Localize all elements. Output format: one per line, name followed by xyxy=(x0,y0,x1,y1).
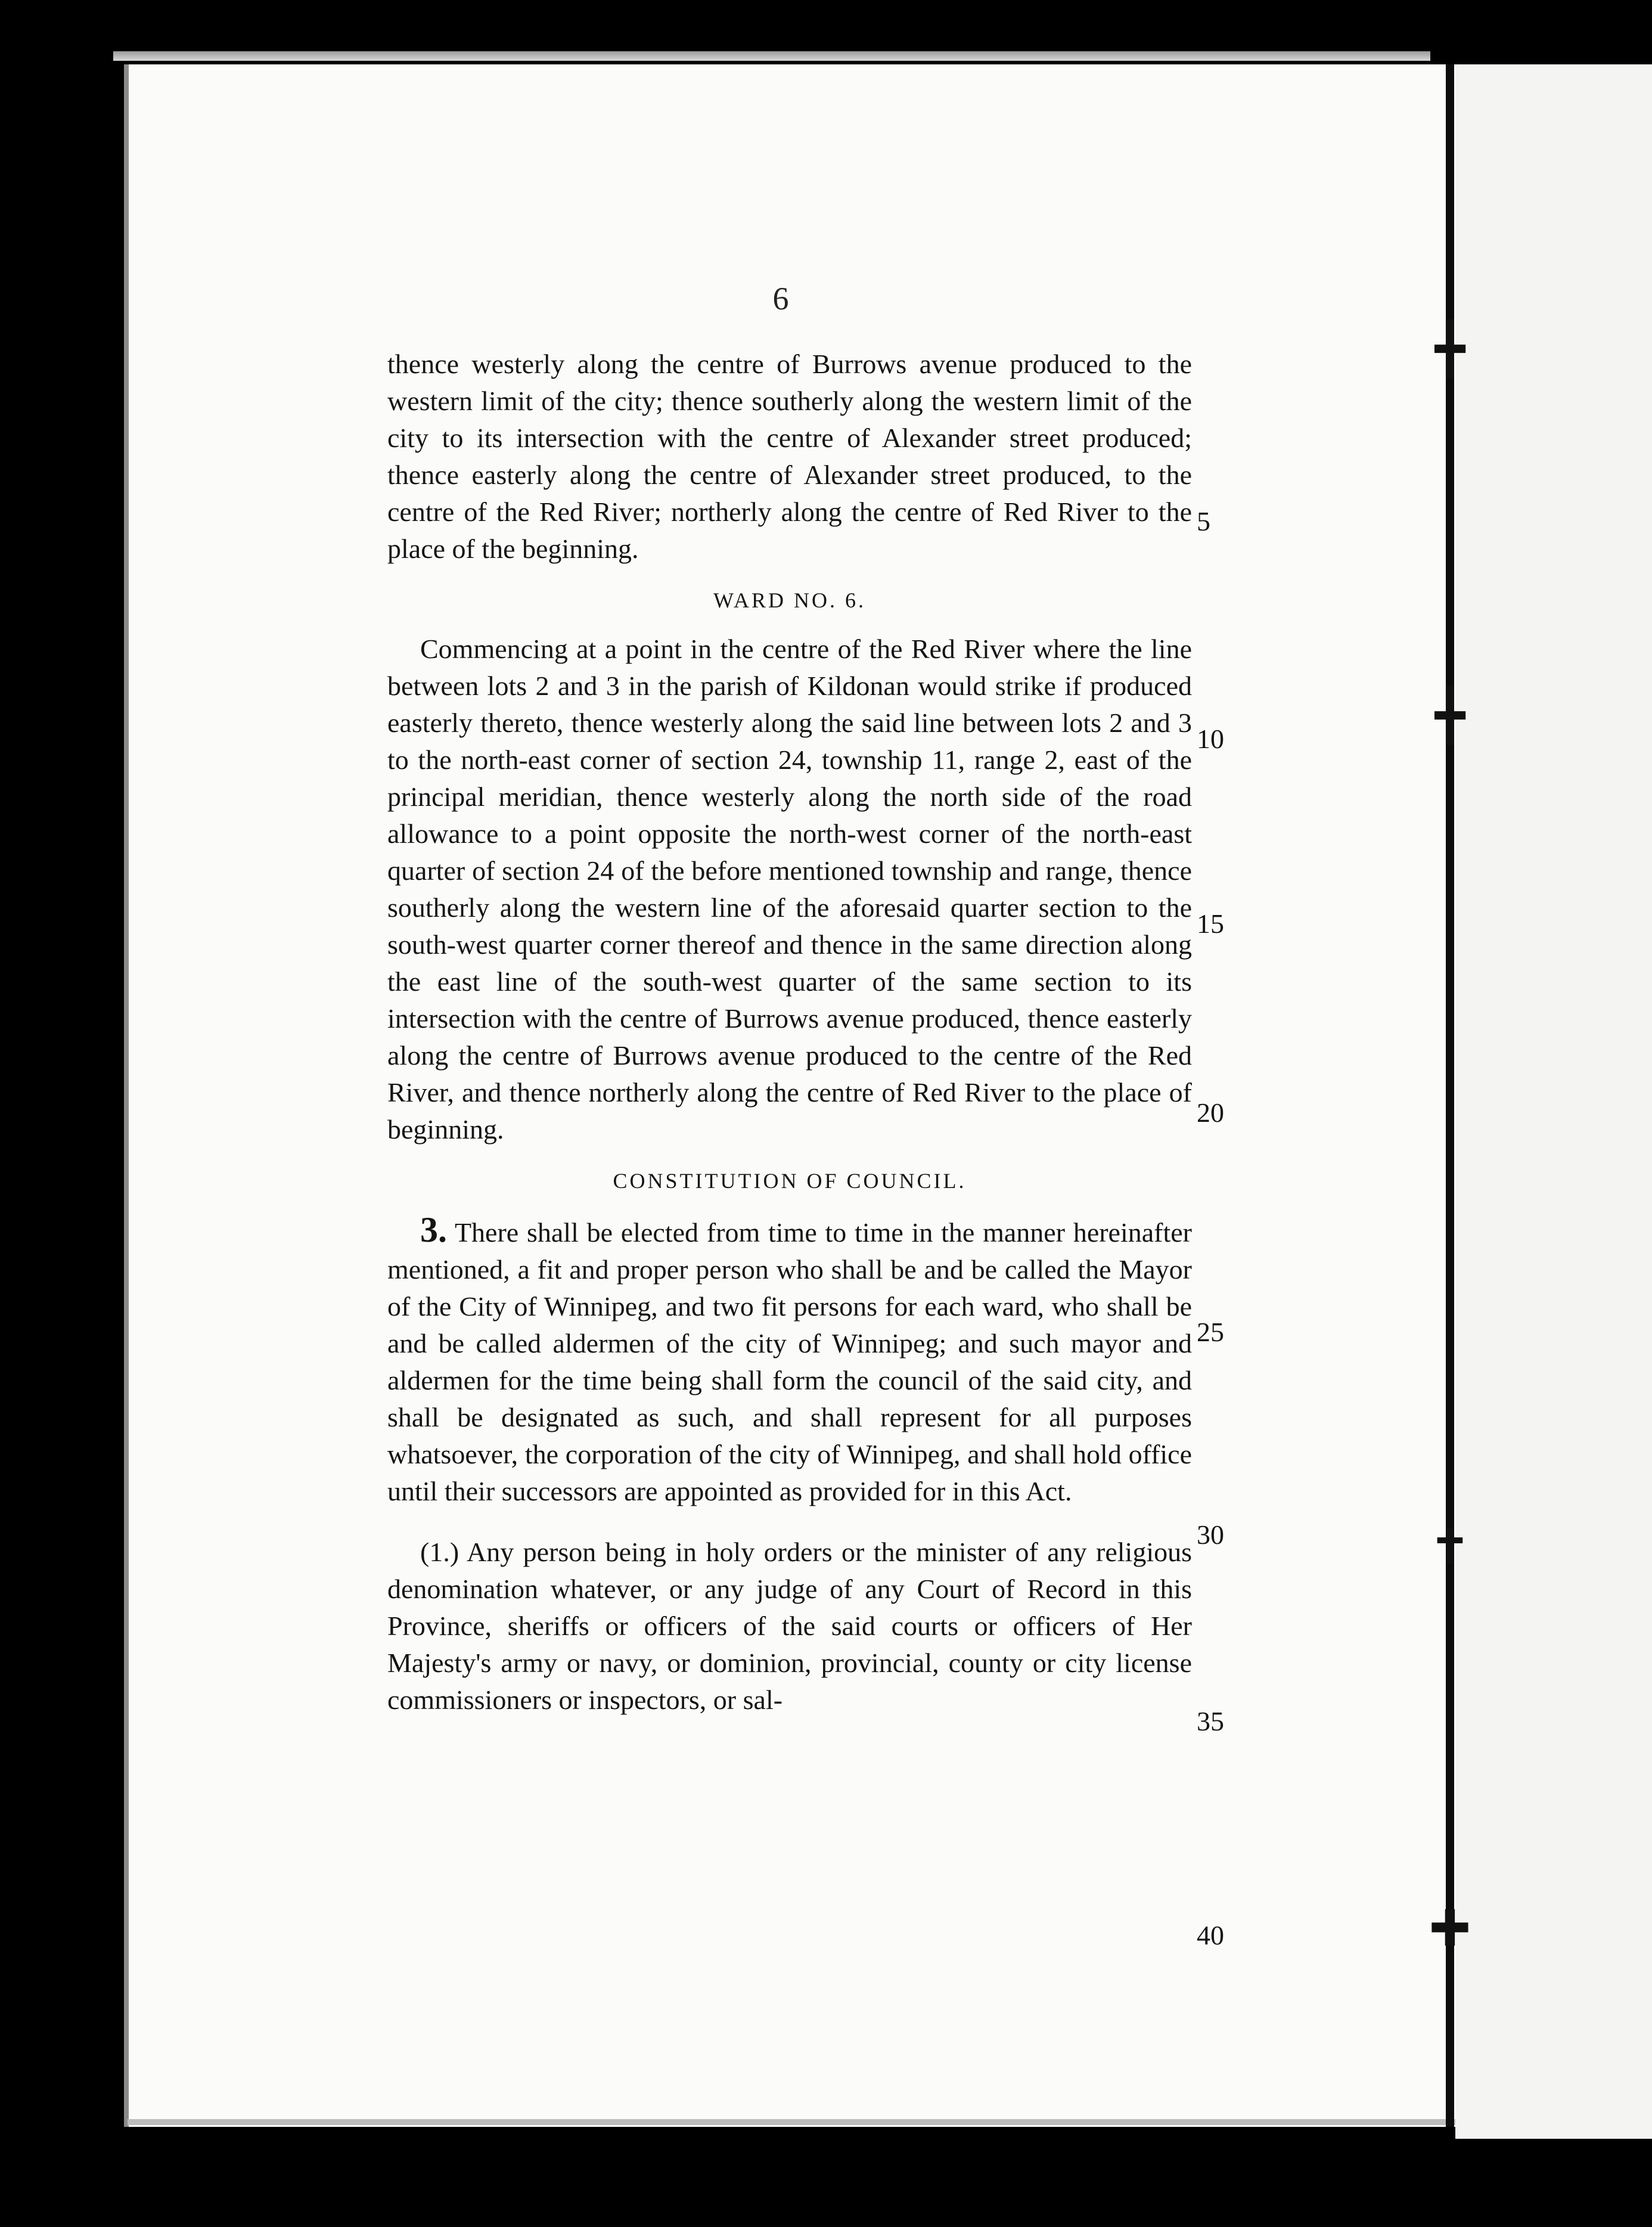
section-paragraph xyxy=(387,1211,1192,1510)
section-text: There shall be elected from time to time in the manner hereinafter mentioned, a fit and proper person who shall be and be called the Mayor of the City of Winnipeg, and two fit persons for each ward, who shall be and be called aldermen of the city of Winnipeg; and such mayor and aldermen for the time being shall form the council of the said city, and shall be designated as such, and shall represent for all purposes whatsoever, the corporation of the city of Winnipeg, and shall hold office until their successors are appointed as provided for in this Act. xyxy=(387,1217,1192,1506)
line-number: 20 xyxy=(1197,1097,1224,1128)
page-top-edge xyxy=(113,51,1430,61)
facing-page-sliver xyxy=(1455,64,1652,2139)
section-number: 3. xyxy=(420,1210,447,1249)
ward-heading: WARD NO. 6. xyxy=(713,588,866,612)
council-heading: CONSTITUTION OF COUNCIL. xyxy=(613,1169,967,1193)
line-number: 40 xyxy=(1197,1920,1224,1950)
line-number: 35 xyxy=(1197,1706,1224,1736)
subsection-paragraph: (1.) Any person being in holy orders or the minister of any religious denomination whatever, or any judge of any Court of Record in this Province, sheriffs or officers of the said courts or officers of Her Majesty's army or navy, or dominion, provincial, county or city license commissioners or inspectors, or sal- xyxy=(387,1537,1192,1715)
page-number: 6 xyxy=(772,281,789,317)
line-number: 15 xyxy=(1197,908,1224,939)
line-number: 25 xyxy=(1197,1317,1224,1347)
continued-paragraph: thence westerly along the centre of Burrows avenue produced to the western limit of the city; thence southerly along the western limit of the city to its intersection with the centre of Alexander street produced; thence easterly along the centre of Alexander street produced, to the centre of the Red River; northerly along the centre of Red River to the place of the beginning. xyxy=(387,349,1192,564)
binding-stitch-mark: ╋ xyxy=(1434,322,1465,377)
binding-stitch-mark: ✝ xyxy=(1429,1520,1471,1575)
page-bottom-edge xyxy=(128,2119,1457,2125)
document-body xyxy=(387,346,1192,1719)
binding-stitch-mark: ✚ xyxy=(1429,1902,1471,1957)
ward-paragraph: Commencing at a point in the centre of the Red River where the line between lots 2 and 3 in the parish of Kildonan would strike if produced easterly thereto, thence westerly along the said line between lots 2 and 3 to the north-east corner of section 24, township 11, range 2, east of the principal meridian, thence westerly along the north side of the road allowance to a point opposite the north-west corner of the north-east quarter of section 24 of the before mentioned township and range, thence southerly along the western line of the aforesaid quarter section to the south-west quarter corner thereof and thence in the same direction along the east line of the south-west quarter of the same section to its intersection with the centre of Burrows avenue produced, thence easterly along the centre of Burrows avenue produced to the centre of the Red River, and thence northerly along the centre of Red River to the place of beginning. xyxy=(387,634,1192,1144)
line-number: 30 xyxy=(1197,1519,1224,1550)
line-number: 10 xyxy=(1197,724,1224,754)
binding-stitch-mark: ╋ xyxy=(1434,688,1465,744)
page-left-edge xyxy=(124,64,129,2127)
line-number: 5 xyxy=(1197,506,1210,536)
